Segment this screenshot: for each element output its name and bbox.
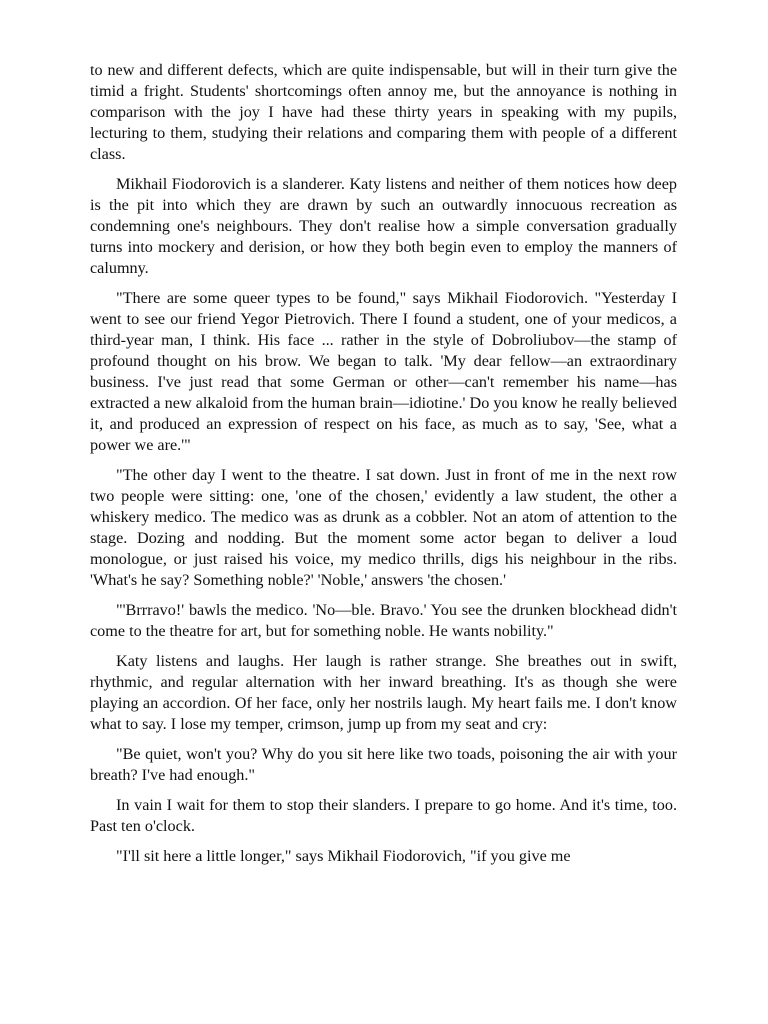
paragraph: Mikhail Fiodorovich is a slanderer. Katy listens and neither of them notices how deep is the pit into which they are drawn by such an outwardly innocuous recreation as condemning one's neighbours. They don't realise how a simple conversation gradually turns into mockery and derision, or how they both begin even to employ the manners of calumny. — [90, 175, 677, 277]
paragraph: "Be quiet, won't you? Why do you sit here like two toads, poisoning the air with your breath? I've had enough." — [90, 745, 677, 784]
paragraph: "There are some queer types to be found," says Mikhail Fiodorovich. "Yesterday I went to see our friend Yegor Pietrovich. There I found a student, one of your medicos, a third-year man, I think. His face ... rather in the style of Dobroliubov—the stamp of profound thought on his brow. We began to talk. 'My dear fellow—an extraordinary business. I've just read that some German or other—can't remember his name—has extracted a new alkaloid from the human brain—idiotine.' Do you know he really believed it, and produced an expression of respect on his face, as much as to say, 'See, what a power we are.'" — [90, 289, 677, 454]
paragraph: "'Brrravo!' bawls the medico. 'No—ble. Bravo.' You see the drunken blockhead didn't come to the theatre for art, but for something noble. He wants nobility." — [90, 601, 677, 640]
document-page — [90, 60, 677, 876]
paragraph: "I'll sit here a little longer," says Mikhail Fiodorovich, "if you give me — [116, 847, 571, 865]
paragraph-continued: to new and different defects, which are quite indispensable, but will in their turn give the timid a fright. Students' shortcomings often annoy me, but the annoyance is nothing in comparison with the joy I have had these thirty years in speaking with my pupils, lecturing to them, studying their relations and comparing them with people of a different class. — [90, 61, 677, 163]
paragraph: "The other day I went to the theatre. I sat down. Just in front of me in the next row two people were sitting: one, 'one of the chosen,' evidently a law student, the other a whiskery medico. The medico was as drunk as a cobbler. Not an atom of attention to the stage. Dozing and nodding. But the moment some actor began to deliver a loud monologue, or just raised his voice, my medico thrills, digs his neighbour in the ribs. 'What's he say? Something noble?' 'Noble,' answers 'the chosen.' — [90, 466, 677, 589]
paragraph: Katy listens and laughs. Her laugh is rather strange. She breathes out in swift, rhythmic, and regular alternation with her inward breathing. It's as though she were playing an accordion. Of her face, only her nostrils laugh. My heart fails me. I don't know what to say. I lose my temper, crimson, jump up from my seat and cry: — [90, 652, 677, 733]
paragraph: In vain I wait for them to stop their slanders. I prepare to go home. And it's time, too. Past ten o'clock. — [90, 796, 677, 835]
